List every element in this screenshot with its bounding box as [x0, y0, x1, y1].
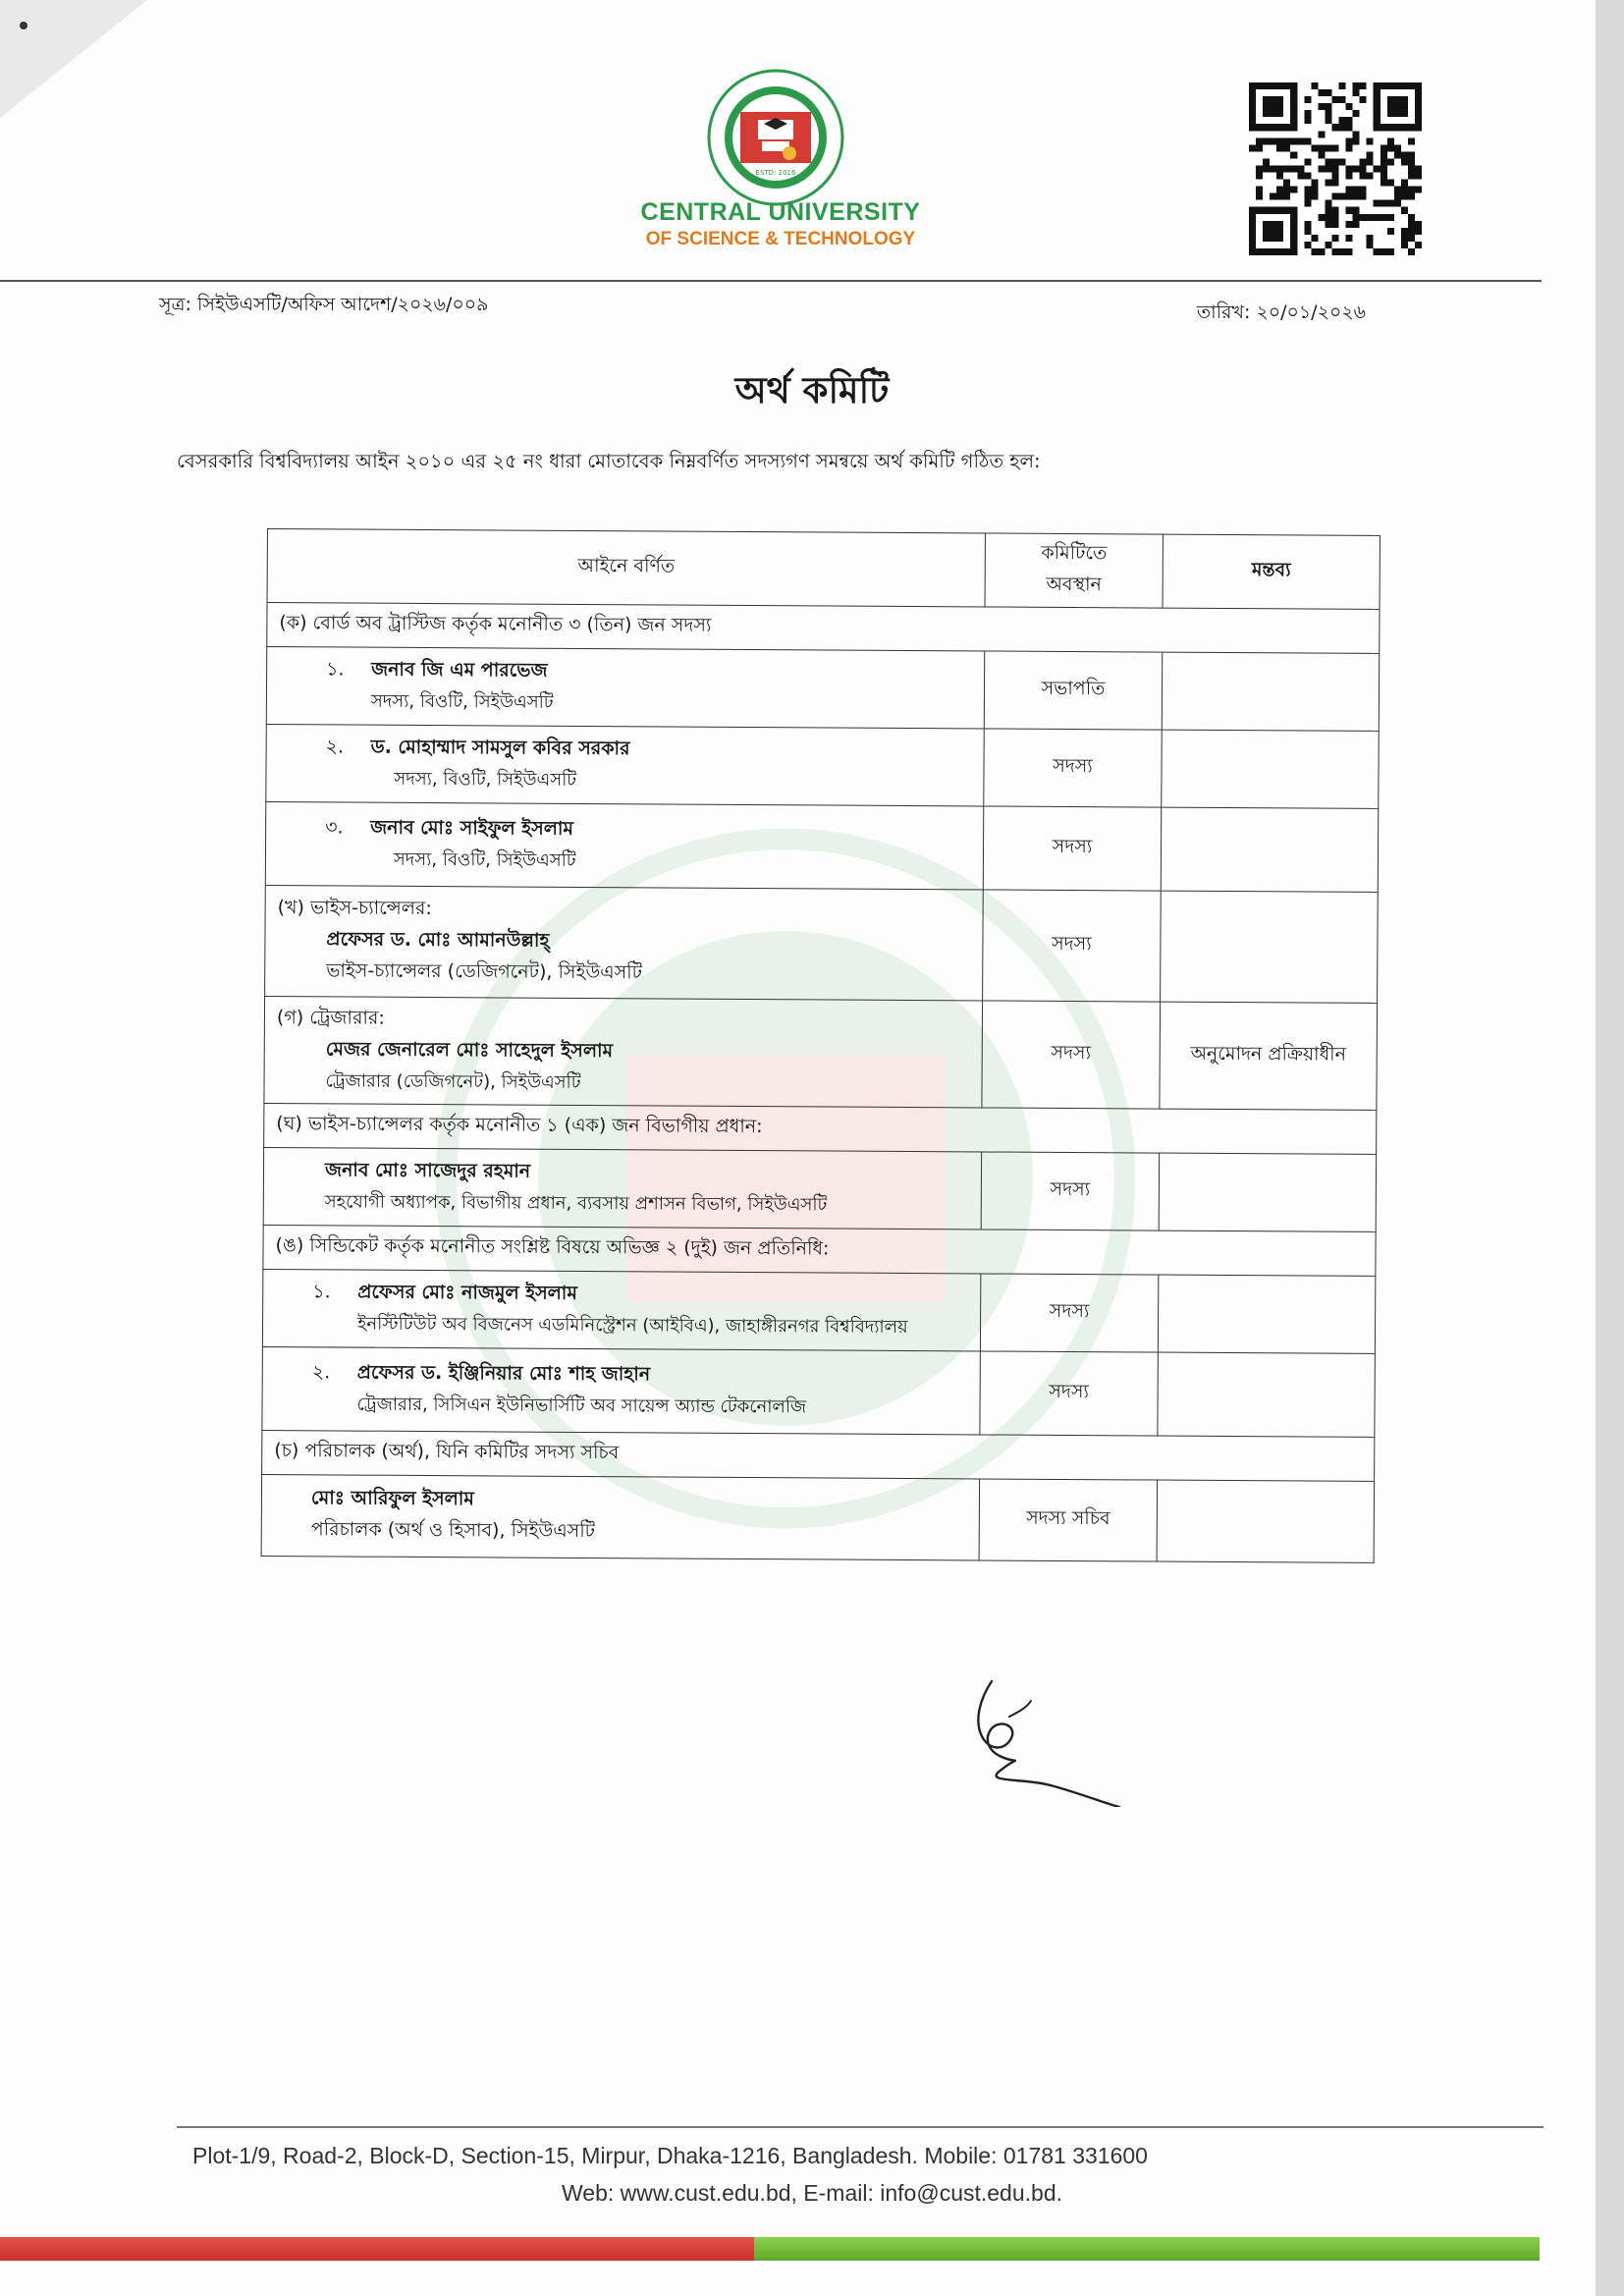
member-position: সদস্য: [980, 1274, 1158, 1352]
member-name: ড. মোহাম্মাদ সামসুল কবির সরকার: [370, 736, 630, 759]
section-ka-title: (ক) বোর্ড অব ট্রাস্টিজ কর্তৃক মনোনীত ৩ (তিন) জন সদস্য: [267, 603, 1380, 654]
member-position: সদস্য: [983, 890, 1162, 1002]
member-name: মেজর জেনারেল মোঃ সাহেদুল ইসলাম: [325, 1037, 614, 1062]
signature: [962, 1660, 1139, 1807]
member-cell: [265, 885, 984, 1000]
qr-code-icon: [1249, 82, 1422, 255]
member-row: [266, 724, 1379, 808]
footer-bar-red: [0, 2237, 754, 2261]
member-position: সদস্য: [982, 1001, 1161, 1109]
section-cha-title: (চ) পরিচালক (অর্থ), যিনি কমিটির সদস্য সচিব: [262, 1430, 1375, 1481]
member-position: সদস্য: [981, 1152, 1159, 1230]
member-remarks: [1162, 730, 1379, 808]
member-number: ২.: [311, 1360, 331, 1383]
member-cell: [262, 1269, 980, 1350]
member-name: প্রফেসর ড. মোঃ আমানউল্লাহ্: [326, 928, 550, 952]
university-name-line2: OF SCIENCE & TECHNOLOGY: [645, 229, 916, 249]
member-row: [262, 1269, 1375, 1353]
footer-address: Plot-1/9, Road-2, Block-D, Section-15, Mirpur, Dhaka-1216, Bangladesh. Mobile: 01781 331600: [192, 2143, 1148, 2168]
member-number: ১.: [326, 657, 345, 680]
member-remarks: [1161, 891, 1379, 1003]
member-position: সভাপতি: [984, 651, 1162, 730]
member-remarks: [1157, 1480, 1375, 1562]
member-remarks: [1159, 1153, 1376, 1231]
header-position-line2: অবস্থান: [1046, 573, 1102, 596]
header-position-line1: কমিটিতে: [1041, 541, 1108, 565]
member-designation: ট্রেজারার, সিসিএন ইউনিভার্সিটি অব সায়েন্স অ্যান্ড টেকনোলজি: [356, 1394, 807, 1417]
header-divider: [0, 280, 1542, 282]
header-position: [985, 533, 1163, 608]
member-row: [265, 801, 1378, 892]
member-row: [266, 647, 1379, 732]
member-cell: [266, 724, 984, 805]
table-header-row: [267, 529, 1380, 610]
member-name: মোঃ আরিফুল ইসলাম: [310, 1487, 474, 1510]
member-remarks: [1161, 807, 1379, 892]
section-uma-title: (ঙ) সিন্ডিকেট কর্তৃক মনোনীত সংশ্লিষ্ট বিষয়ে অভিজ্ঞ ২ (দুই) জন প্রতিনিধি:: [263, 1225, 1376, 1276]
member-remarks: [1158, 1352, 1376, 1437]
member-designation: পরিচালক (অর্থ ও হিসাব), সিইউএসটি: [310, 1518, 596, 1543]
member-row: [261, 1474, 1374, 1562]
member-name: জনাব মোঃ সাইফুল ইসলাম: [370, 816, 574, 840]
intro-paragraph: বেসরকারি বিশ্ববিদ্যালয় আইন ২০১০ এর ২৫ নং ধারা মোতাবেক নিম্নবর্ণিত সদস্যগণ সমন্বয়ে অর্থ কমিটি গঠিত হল:: [177, 450, 1041, 472]
member-row: [263, 1147, 1376, 1231]
section-row-uma: [263, 1225, 1376, 1276]
footer-bar-green: [754, 2237, 1540, 2261]
section-row-cha: [262, 1430, 1375, 1481]
section-kha-title: (খ) ভাইস-চ্যান্সেলর:: [277, 897, 432, 920]
issue-date: তারিখ: ২০/০১/২০২৬: [1196, 301, 1366, 323]
section-row-ka: [267, 603, 1380, 654]
member-cell: [261, 1474, 979, 1559]
page-fold-shadow: [0, 0, 147, 118]
member-cell: [262, 1346, 981, 1434]
section-ga-title: (গ) ট্রেজারার:: [276, 1006, 385, 1029]
member-cell: [264, 996, 983, 1107]
member-position: সদস্য: [980, 1351, 1159, 1436]
header-remarks: মন্তব্য: [1163, 534, 1380, 609]
university-name: [589, 198, 972, 250]
reference-number: সূত্র: সিইউএসটি/অফিস আদেশ/২০২৬/০০৯: [159, 294, 489, 315]
member-position: সদস্য: [984, 729, 1162, 807]
member-number: ৩.: [325, 815, 344, 838]
page-title: অর্থ কমিটি: [734, 369, 890, 411]
member-position: সদস্য সচিব: [979, 1479, 1158, 1561]
member-remarks: [1158, 1275, 1375, 1353]
member-cell: [263, 1147, 981, 1229]
university-name-line1: CENTRAL UNIVERSITY: [640, 198, 921, 226]
member-number: ১.: [312, 1280, 331, 1302]
member-name: জনাব জি এম পারভেজ: [371, 658, 548, 682]
section-row-gha: [264, 1103, 1377, 1154]
member-designation: সহযোগী অধ্যাপক, বিভাগীয় প্রধান, ব্যবসায় প্রশাসন বিভাগ, সিইউএসটি: [324, 1190, 828, 1215]
member-cell: [266, 647, 984, 729]
footer-web: Web: www.cust.edu.bd, E-mail: info@cust.edu.bd.: [562, 2180, 1062, 2206]
member-remarks: [1162, 652, 1379, 731]
logo-estd-text: ESTD: 2016: [755, 169, 796, 177]
member-designation: ভাইস-চ্যান্সেলর (ডেজিগনেট), সিইউএসটি: [326, 959, 643, 984]
section-row-ga: [264, 996, 1378, 1110]
footer-divider: [177, 2126, 1543, 2128]
member-designation: সদস্য, বিওটি, সিইউএসটি: [393, 848, 576, 871]
member-number: ২.: [325, 735, 345, 757]
committee-table: [261, 528, 1380, 1563]
member-designation: ট্রেজারার (ডেজিগনেট), সিইউএসটি: [325, 1069, 581, 1093]
member-name: জনাব মোঃ সাজেদুর রহমান: [324, 1158, 531, 1182]
member-designation: ইনস্টিটিউট অব বিজনেস এডমিনিস্ট্রেশন (আইবিএ), জাহাঙ্গীরনগর বিশ্ববিদ্যালয়: [356, 1313, 908, 1338]
section-gha-title: (ঘ) ভাইস-চ্যান্সেলর কর্তৃক মনোনীত ১ (এক) জন বিভাগীয় প্রধান:: [264, 1103, 1377, 1154]
member-name: প্রফেসর ড. ইঞ্জিনিয়ার মোঃ শাহ জাহান: [356, 1361, 651, 1385]
member-row: [262, 1346, 1375, 1437]
punch-mark: [20, 22, 27, 29]
member-name: প্রফেসর মোঃ নাজমুল ইসলাম: [357, 1281, 577, 1304]
member-position: সদস্য: [983, 806, 1162, 891]
member-cell: [265, 801, 984, 889]
member-remarks: অনুমোদন প্রক্রিয়াধীন: [1160, 1002, 1378, 1110]
member-designation: সদস্য, বিওটি, সিইউএসটি: [394, 768, 577, 791]
university-logo: [707, 69, 844, 206]
section-row-kha: [265, 885, 1379, 1003]
member-designation: সদস্য, বিওটি, সিইউএসটি: [370, 690, 554, 713]
header-described: আইনে বর্ণিত: [267, 529, 985, 607]
